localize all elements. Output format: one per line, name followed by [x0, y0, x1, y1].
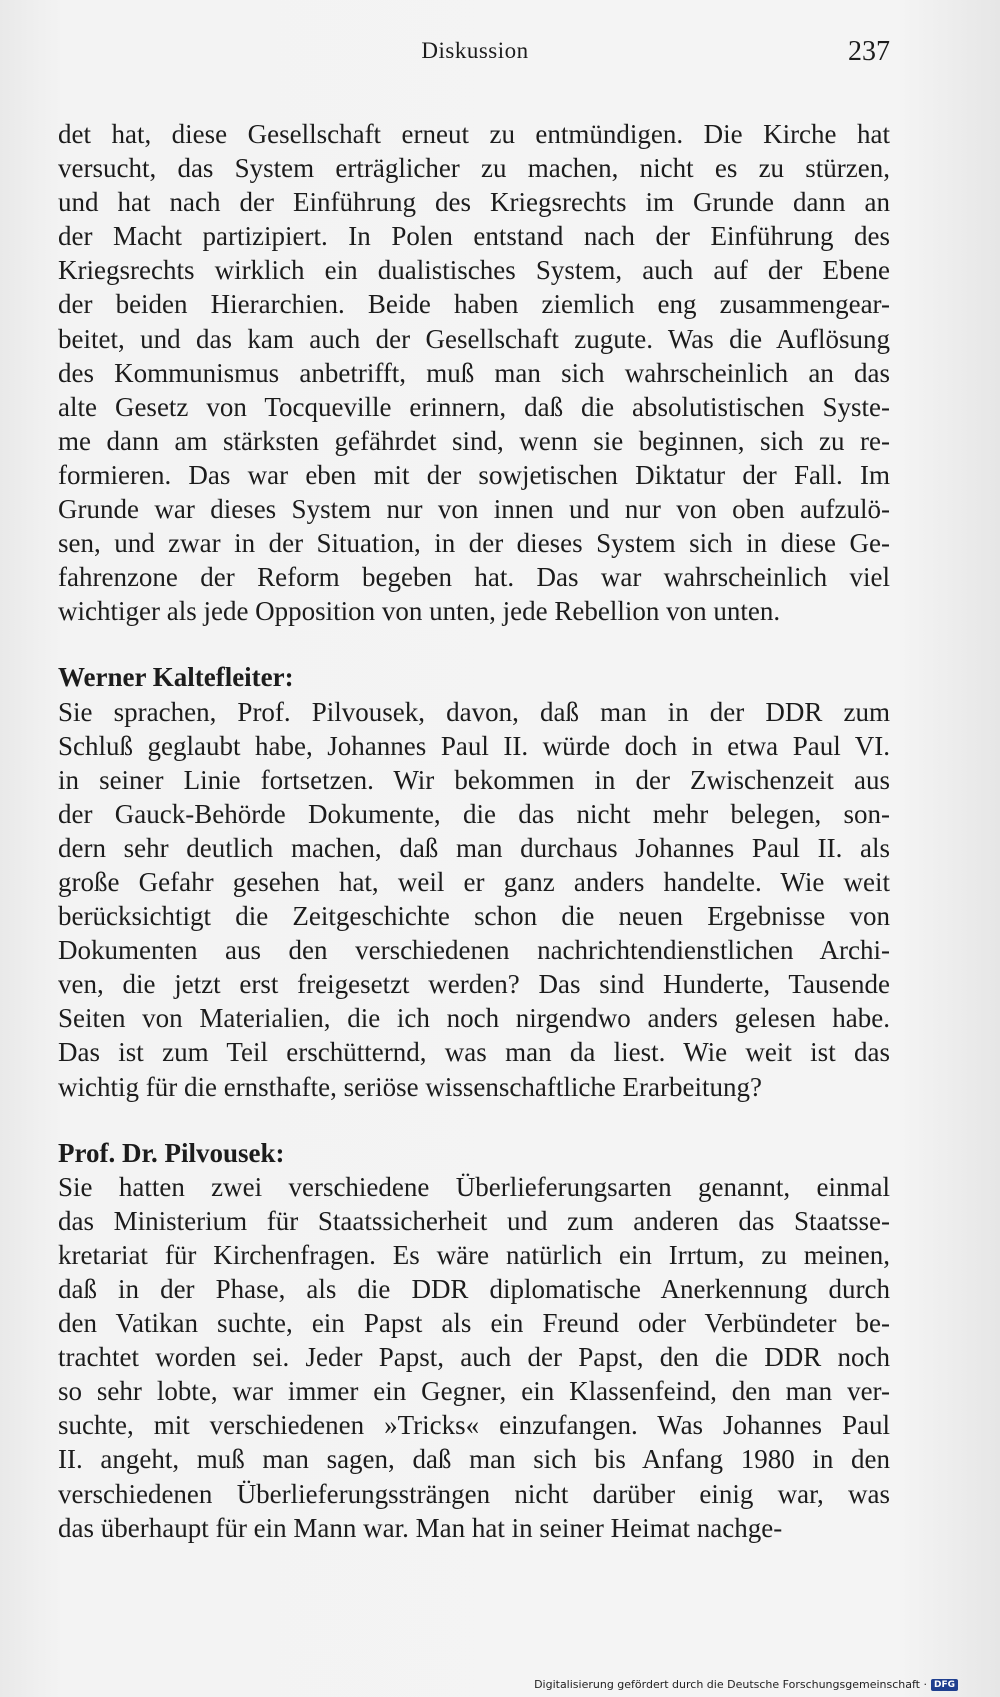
text-line: dern sehr deutlich machen, daß man durchaus Johannes Paul II. als	[58, 832, 890, 863]
text-line: Sie sprachen, Prof. Pilvousek, davon, daß man in der DDR zum	[58, 696, 890, 727]
text-line: in seiner Linie fortsetzen. Wir bekommen in der Zwischenzeit aus	[58, 764, 890, 795]
text-line: beitet, und das kam auch der Gesellschaft zugute. Was die Auflösung	[58, 323, 890, 354]
dfg-logo: DFG	[931, 1679, 958, 1691]
paragraph	[58, 117, 890, 628]
text-line: große Gefahr gesehen hat, weil er ganz anders handelte. Wie weit	[58, 866, 890, 897]
text-line: das Ministerium für Staatssicherheit und zum anderen das Staatsse-	[58, 1205, 890, 1236]
text-line: der beiden Hierarchien. Beide haben ziemlich eng zusammengear-	[58, 289, 890, 320]
text-line: Grunde war dieses System nur von innen und nur von oben aufzulö-	[58, 494, 890, 525]
text-line: formieren. Das war eben mit der sowjetischen Diktatur der Fall. Im	[58, 459, 890, 490]
text-line: Sie hatten zwei verschiedene Überlieferungsarten genannt, einmal	[58, 1171, 890, 1202]
page-header	[60, 38, 890, 78]
text-line: Dokumenten aus den verschiedenen nachrichtendienstlichen Archi-	[58, 935, 890, 966]
page-number: 237	[848, 36, 890, 67]
text-line: suchte, mit verschiedenen »Tricks« einzufangen. Was Johannes Paul	[58, 1410, 890, 1441]
speaker-heading: Werner Kaltefleiter:	[58, 662, 294, 693]
text-line: kretariat für Kirchenfragen. Es wäre natürlich ein Irrtum, zu meinen,	[58, 1239, 890, 1270]
digitization-credit	[534, 1678, 958, 1691]
text-line: II. angeht, muß man sagen, daß man sich bis Anfang 1980 in den	[58, 1444, 890, 1475]
credit-text: Digitalisierung gefördert durch die Deutsche Forschungsgemeinschaft ·	[534, 1678, 927, 1691]
text-line: des Kommunismus anbetrifft, muß man sich wahrscheinlich an das	[58, 357, 890, 388]
text-line: daß in der Phase, als die DDR diplomatische Anerkennung durch	[58, 1274, 890, 1304]
text-line: fahrenzone der Reform begeben hat. Das war wahrscheinlich viel	[58, 562, 890, 593]
text-line: versucht, das System erträglicher zu machen, nicht es zu stürzen,	[58, 153, 890, 184]
text-line: det hat, diese Gesellschaft erneut zu entmündigen. Die Kirche hat	[58, 119, 890, 149]
text-line: Kriegsrechts wirklich ein dualistisches System, auch auf der Ebene	[58, 255, 890, 286]
text-line: me dann am stärksten gefährdet sind, wenn sie beginnen, sich zu re-	[58, 425, 890, 456]
text-line: den Vatikan suchte, ein Papst als ein Freund oder Verbündeter be-	[58, 1308, 890, 1339]
text-line: sen, und zwar in der Situation, in der dieses System sich in diese Ge-	[58, 528, 890, 559]
text-line: berücksichtigt die Zeitgeschichte schon die neuen Ergebnisse von	[58, 901, 890, 932]
text-line: der Macht partizipiert. In Polen entstand nach der Einführung des	[58, 221, 890, 252]
text-line: trachtet worden sei. Jeder Papst, auch der Papst, den die DDR noch	[58, 1342, 890, 1373]
text-line: verschiedenen Überlieferungssträngen nicht darüber einig war, was	[58, 1478, 890, 1509]
text-line: und hat nach der Einführung des Kriegsrechts im Grunde dann an	[58, 187, 890, 218]
speaker-heading: Prof. Dr. Pilvousek:	[58, 1137, 285, 1168]
text-line: so sehr lobte, war immer ein Gegner, ein Klassenfeind, den man ver-	[58, 1376, 890, 1407]
text-line: Seiten von Materialien, die ich noch nirgendwo anders gelesen habe.	[58, 1003, 890, 1034]
paragraph	[58, 695, 890, 1104]
text-line: alte Gesetz von Tocqueville erinnern, daß die absolutistischen Syste-	[58, 391, 890, 422]
running-title: Diskussion	[421, 38, 529, 63]
page-body	[58, 117, 890, 1545]
text-line: ven, die jetzt erst freigesetzt werden? Das sind Hunderte, Tausende	[58, 969, 890, 1000]
text-line: Das ist zum Teil erschütternd, was man da liest. Wie weit ist das	[58, 1037, 890, 1068]
paragraph	[58, 1170, 890, 1545]
text-line: der Gauck-Behörde Dokumente, die das nicht mehr belegen, son-	[58, 798, 890, 829]
text-line: wichtig für die ernsthafte, seriöse wissenschaftliche Erarbeitung?	[58, 1071, 762, 1102]
text-line: Schluß geglaubt habe, Johannes Paul II. würde doch in etwa Paul VI.	[58, 730, 890, 761]
text-line: wichtiger als jede Opposition von unten, jede Rebellion von unten.	[58, 596, 781, 627]
text-line: das überhaupt für ein Mann war. Man hat in seiner Heimat nachge-	[58, 1512, 783, 1543]
